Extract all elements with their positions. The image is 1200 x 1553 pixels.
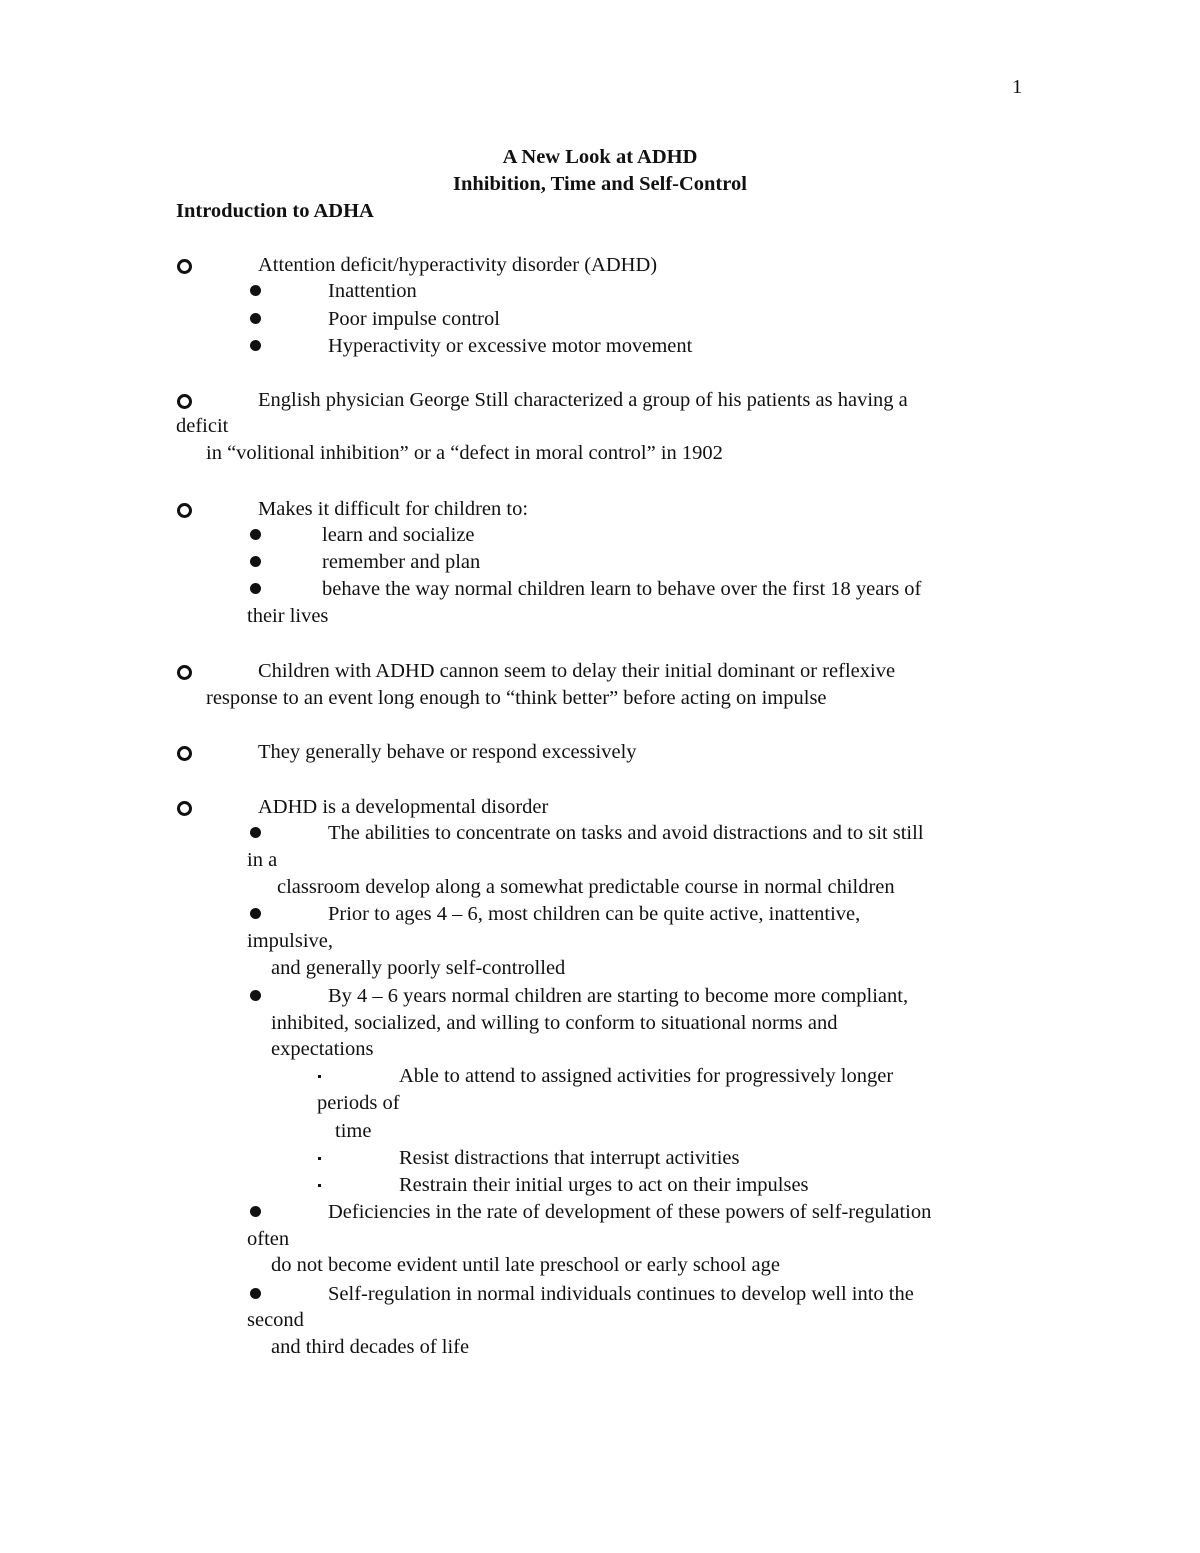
hollow-bullet-icon — [177, 394, 192, 409]
list-item-continuation: in “volitional inhibition” or a “defect in moral control” in 1902 — [206, 442, 723, 464]
sub-list-item: By 4 – 6 years normal children are starting to become more compliant, — [328, 985, 909, 1007]
square-bullet-icon — [318, 1184, 321, 1187]
hollow-bullet-icon — [177, 801, 192, 816]
sub-list-item-continuation: in a — [247, 849, 278, 871]
filled-bullet-icon — [250, 529, 261, 540]
sub-sub-list-item-continuation: periods of — [317, 1092, 400, 1114]
list-item: Attention deficit/hyperactivity disorder (ADHD) — [258, 254, 658, 276]
list-item-continuation: response to an event long enough to “think better” before acting on impulse — [206, 687, 827, 709]
document-subtitle: Inhibition, Time and Self-Control — [453, 173, 747, 195]
page-number: 1 — [1012, 76, 1023, 98]
sub-list-item: Inattention — [328, 280, 417, 302]
sub-list-item: remember and plan — [322, 551, 481, 573]
sub-list-item: Self-regulation in normal individuals continues to develop well into the — [328, 1283, 914, 1305]
filled-bullet-icon — [250, 285, 261, 296]
sub-list-item-continuation: classroom develop along a somewhat predictable course in normal children — [277, 876, 895, 898]
sub-list-item-continuation: do not become evident until late preschool or early school age — [271, 1254, 780, 1276]
list-item: Children with ADHD cannon seem to delay their initial dominant or reflexive — [258, 660, 896, 682]
sub-list-item-continuation: and generally poorly self-controlled — [271, 957, 566, 979]
sub-list-item: learn and socialize — [322, 524, 475, 546]
sub-list-item: behave the way normal children learn to behave over the first 18 years of — [322, 578, 922, 600]
filled-bullet-icon — [250, 556, 261, 567]
document-title: A New Look at ADHD — [502, 146, 698, 168]
sub-list-item-continuation: expectations — [271, 1038, 374, 1060]
list-item: Makes it difficult for children to: — [258, 498, 529, 520]
hollow-bullet-icon — [177, 746, 192, 761]
list-item: They generally behave or respond excessively — [258, 741, 637, 763]
sub-sub-list-item: Able to attend to assigned activities for progressively longer — [399, 1065, 894, 1087]
filled-bullet-icon — [250, 1206, 261, 1217]
sub-list-item: Poor impulse control — [328, 308, 500, 330]
filled-bullet-icon — [250, 340, 261, 351]
sub-sub-list-item: Restrain their initial urges to act on their impulses — [399, 1174, 809, 1196]
square-bullet-icon — [318, 1157, 321, 1160]
sub-list-item-continuation: inhibited, socialized, and willing to conform to situational norms and — [271, 1012, 838, 1034]
square-bullet-icon — [318, 1075, 321, 1078]
sub-list-item-continuation: and third decades of life — [271, 1336, 470, 1358]
list-item: English physician George Still characterized a group of his patients as having a — [258, 389, 908, 411]
filled-bullet-icon — [250, 583, 261, 594]
sub-list-item-continuation: impulsive, — [247, 930, 333, 952]
sub-list-item-continuation: their lives — [247, 605, 329, 627]
list-item-continuation: deficit — [176, 415, 229, 437]
sub-list-item: Hyperactivity or excessive motor movement — [328, 335, 693, 357]
filled-bullet-icon — [250, 908, 261, 919]
sub-list-item: Deficiencies in the rate of development of these powers of self-regulation — [328, 1201, 932, 1223]
list-item: ADHD is a developmental disorder — [258, 796, 549, 818]
filled-bullet-icon — [250, 1288, 261, 1299]
sub-sub-list-item: Resist distractions that interrupt activities — [399, 1147, 740, 1169]
sub-list-item-continuation: second — [247, 1309, 304, 1331]
filled-bullet-icon — [250, 313, 261, 324]
sub-list-item: Prior to ages 4 – 6, most children can be quite active, inattentive, — [328, 903, 861, 925]
sub-list-item-continuation: often — [247, 1228, 290, 1250]
hollow-bullet-icon — [177, 665, 192, 680]
filled-bullet-icon — [250, 827, 261, 838]
filled-bullet-icon — [250, 990, 261, 1001]
sub-list-item: The abilities to concentrate on tasks and avoid distractions and to sit still — [328, 822, 924, 844]
sub-sub-list-item-continuation: time — [335, 1120, 372, 1142]
section-heading: Introduction to ADHA — [176, 200, 374, 222]
hollow-bullet-icon — [177, 503, 192, 518]
hollow-bullet-icon — [177, 259, 192, 274]
